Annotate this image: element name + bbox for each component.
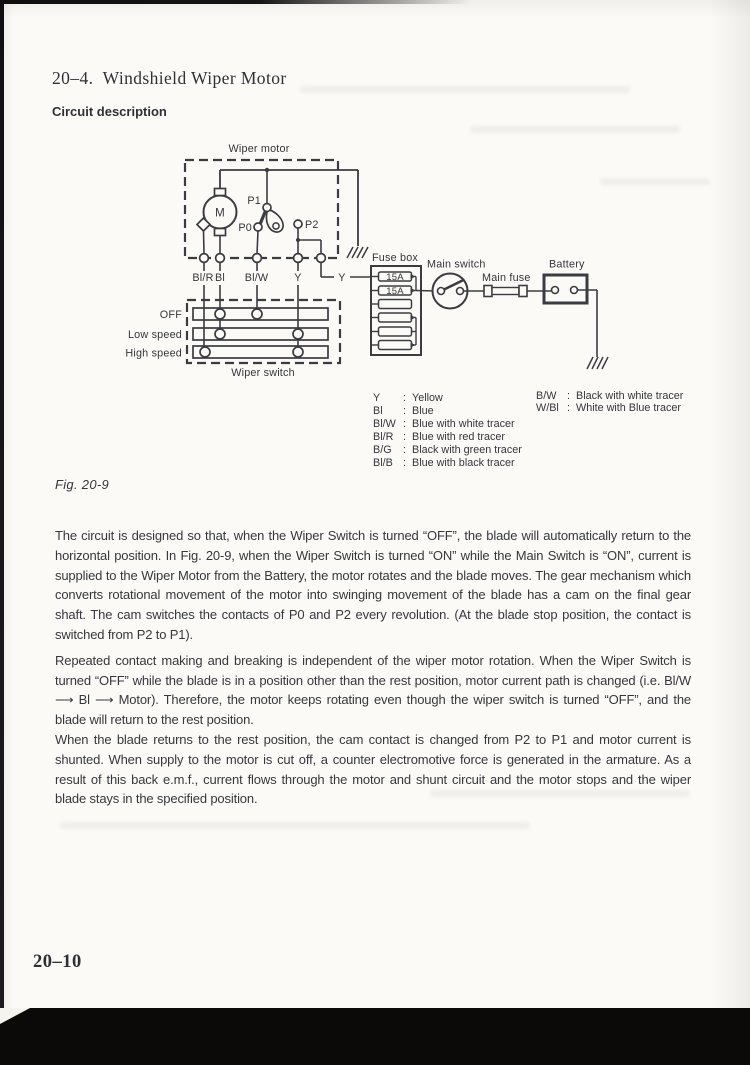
p2-label: P2 <box>305 219 319 231</box>
legend-row: Y : Yellow <box>373 392 443 404</box>
wire-blw-label: Bl/W <box>244 272 269 284</box>
main-fuse-symbol <box>482 272 551 297</box>
legend-code: Bl/B <box>373 457 393 470</box>
wire-y-feed-label: Y <box>338 272 346 284</box>
fuse-box-label: Fuse box <box>372 252 419 264</box>
legend-code: Y <box>373 392 381 404</box>
legend-code: B/G <box>373 444 392 457</box>
legend-desc: Blue <box>412 405 434 418</box>
legend-desc: Black with green tracer <box>412 444 522 457</box>
legend-code: W/Bl <box>536 401 559 414</box>
paragraph-2: Repeated contact making and breaking is independent of the wiper motor rotation. When the Wiper Switch is turned “OFF” while the blade is in a position other than the rest position, motor current path is changed (i.e. Bl/W ⟶ Bl ⟶ Motor). Therefore, the motor keeps rotating even though the wiper switch is turned “OFF”, and the blade will return to the rest position. <box>55 652 691 728</box>
wiper-switch-box <box>125 285 340 379</box>
ground-icon <box>587 357 608 369</box>
wire-color-legend-left <box>373 392 522 471</box>
legend-desc: Blue with red tracer <box>412 431 506 444</box>
legend-code: Bl <box>373 405 383 418</box>
legend-code: B/W <box>536 390 557 402</box>
battery-symbol <box>544 259 608 370</box>
page-title: 20–4. Windshield Wiper Motor <box>52 68 287 88</box>
page-number: 20–10 <box>33 952 82 972</box>
legend-code: Bl/R <box>373 431 394 444</box>
cam-contact-assembly <box>238 170 321 254</box>
row-off-label: OFF <box>159 309 182 321</box>
main-switch-symbol <box>416 259 486 309</box>
scan-edge-bottom <box>0 1008 750 1065</box>
scan-edge-left <box>0 0 4 1012</box>
wiper-switch-label: Wiper switch <box>231 367 295 379</box>
bleed-smudge <box>60 822 530 829</box>
main-fuse-label: Main fuse <box>482 272 531 284</box>
row-low-label: Low speed <box>127 329 182 341</box>
motor-m-label: M <box>215 207 225 220</box>
p0-label: P0 <box>238 222 252 234</box>
fuse2-rating: 15A <box>386 286 404 297</box>
wire-blr-label: Bl/R <box>192 272 214 284</box>
legend-row: Bl : Blue <box>373 405 434 418</box>
legend-row: B/G : Black with green tracer <box>373 444 522 457</box>
motor-ground-wire <box>220 168 368 258</box>
legend-row: W/Bl : White with Blue tracer <box>536 401 682 414</box>
wire-y-label: Y <box>294 272 302 284</box>
paragraph-1: The circuit is designed so that, when the Wiper Switch is turned “OFF”, the blade will automatically return to the horizontal position. In Fig. 20-9, when the Wiper Switch is turned “ON” while the Main Switch is “ON”, current is supplied to the Wiper Motor from the Battery, the motor rotates and the blade moves. The gear mechanism which converts rotational movement of the motor into swinging movement of the blade has a cam on the final gear shaft. The cam switches the contacts of P0 and P2 every revolution. (At the blade stop position, the contact is switched from P2 to P1). <box>55 528 691 642</box>
wire-bl-label: Bl <box>214 272 226 284</box>
legend-code: Bl/W <box>373 418 396 431</box>
fuse1-rating: 15A <box>386 272 404 283</box>
section-subtitle: Circuit description <box>52 104 167 119</box>
wire-color-legend-right <box>536 391 683 414</box>
figure-caption: Fig. 20-9 <box>55 477 110 492</box>
row-high-label: High speed <box>125 347 182 360</box>
wiper-circuit-diagram <box>0 0 750 400</box>
legend-desc: Blue with white tracer <box>412 418 515 431</box>
legend-desc: Black with white tracer <box>576 390 684 402</box>
battery-label: Battery <box>549 258 585 271</box>
p1-label: P1 <box>247 195 261 207</box>
legend-desc: Blue with black tracer <box>412 457 515 470</box>
scan-edge-top <box>0 0 470 4</box>
wire-labels <box>192 263 371 285</box>
main-switch-label: Main switch <box>427 258 486 271</box>
legend-desc: White with Blue tracer <box>576 401 682 414</box>
ground-icon <box>347 247 368 258</box>
legend-desc: Yellow <box>412 392 443 404</box>
legend-row: B/W : Black with white tracer <box>536 390 684 402</box>
circuit-description-text <box>55 526 691 809</box>
paragraph-3: When the blade returns to the rest position, the cam contact is changed from P2 to P1 and motor current is shunted. When supply to the motor is cut off, a counter electromotive force is generated in the armature. As a result of this back e.m.f., current flows through the motor and shunt circuit and the motor stops and the wiper blade stays in the specified position. <box>55 731 691 807</box>
motor-symbol <box>197 170 237 254</box>
legend-row: Bl/W : Blue with white tracer <box>373 418 515 431</box>
legend-row: Bl/R : Blue with red tracer <box>373 431 506 444</box>
wiper-motor-label: Wiper motor <box>228 143 290 155</box>
legend-row: Bl/B : Blue with black tracer <box>373 457 515 470</box>
fuse-box <box>371 252 421 355</box>
